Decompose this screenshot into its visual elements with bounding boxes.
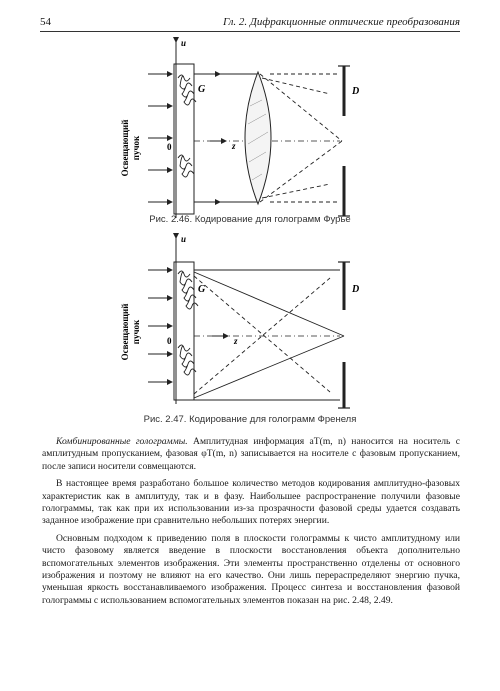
hologram-plate: [174, 262, 194, 400]
body-text: [42, 436, 460, 612]
running-title: Гл. 2. Дифракционные оптические преобразования: [222, 16, 460, 28]
dashed-rays: [194, 276, 330, 394]
header-rule: [40, 31, 460, 32]
wave-bottom: [178, 155, 194, 177]
axis-z-label: z: [232, 141, 236, 151]
paragraph-lead: Комбинированные голограммы.: [56, 436, 188, 447]
paragraph-approach: Основным подходом к приведению поля в плоскости голограммы к чисто амплитудному или чисто фазовому является введение в плоскости восстановления объекта дополнительно вспомогательных элементов изображения. Эти элементы пространственно отделены от основного изображения и поэтому не влияют на его качество. Они лишь перераспределяют энергию пучка, уменьшая яркость восстанавливаемого изображения. Процесс синтеза и восстановления фазовой голограммы с использованием вспомогательных элементов показан на рис. 2.48, 2.49.: [42, 532, 460, 606]
axis-u-label: u: [181, 38, 187, 48]
page-number: 54: [40, 16, 51, 28]
axis-z-label: z: [234, 336, 238, 346]
caption-fig-2-46: Рис. 2.46. Кодирование для голограмм Фурье: [149, 214, 351, 225]
paragraph-combined-holograms: [42, 436, 460, 473]
caption-fig-2-47: Рис. 2.47. Кодирование для голограмм Френеля: [143, 414, 357, 425]
converging-rays: [260, 74, 342, 202]
label-g: G: [198, 284, 206, 295]
figure-fourier: [0, 36, 500, 236]
diverging-rays: [194, 270, 344, 400]
incident-rays: [148, 270, 172, 382]
beam-label-2: пучок: [131, 135, 141, 161]
label-g: G: [198, 84, 206, 95]
figure-fresnel: [0, 232, 500, 412]
figure-fresnel-diagram: [0, 232, 500, 412]
label-d: D: [352, 284, 360, 295]
paragraph-rest: Амплитудная информация aT(m, n) наносится на носитель с амплитудным пропусканием, фазовая φT(m, n) записывается на носителе с фазовым пропусканием, после записи носители совмещаются.: [42, 436, 461, 472]
origin-label: 0: [167, 336, 172, 346]
running-header: [40, 16, 460, 32]
axis-u-label: u: [181, 234, 187, 244]
origin-label: 0: [167, 142, 172, 152]
beam-label: Освещающий: [120, 119, 130, 177]
beam-label-2: пучок: [131, 319, 141, 345]
beam-label: Освещающий: [120, 303, 130, 361]
hologram-plate: [174, 64, 194, 214]
label-d: D: [352, 86, 360, 97]
paragraph-methods: В настоящее время разработано большое количество методов кодирования амплитудно-фазовых характеристик как в амплитуду, так и в фазу. Наибольшее распространение получили фазовые голограммы, так как при их использовании из-за прозрачности фазовой среды удается создавать заданное изображение при сравнительно небольших потерях энергии.: [42, 478, 460, 527]
incident-rays: [148, 74, 172, 202]
figure-fourier-diagram: [0, 36, 500, 236]
wave-top: [178, 75, 196, 105]
wave-bottom: [178, 345, 196, 375]
